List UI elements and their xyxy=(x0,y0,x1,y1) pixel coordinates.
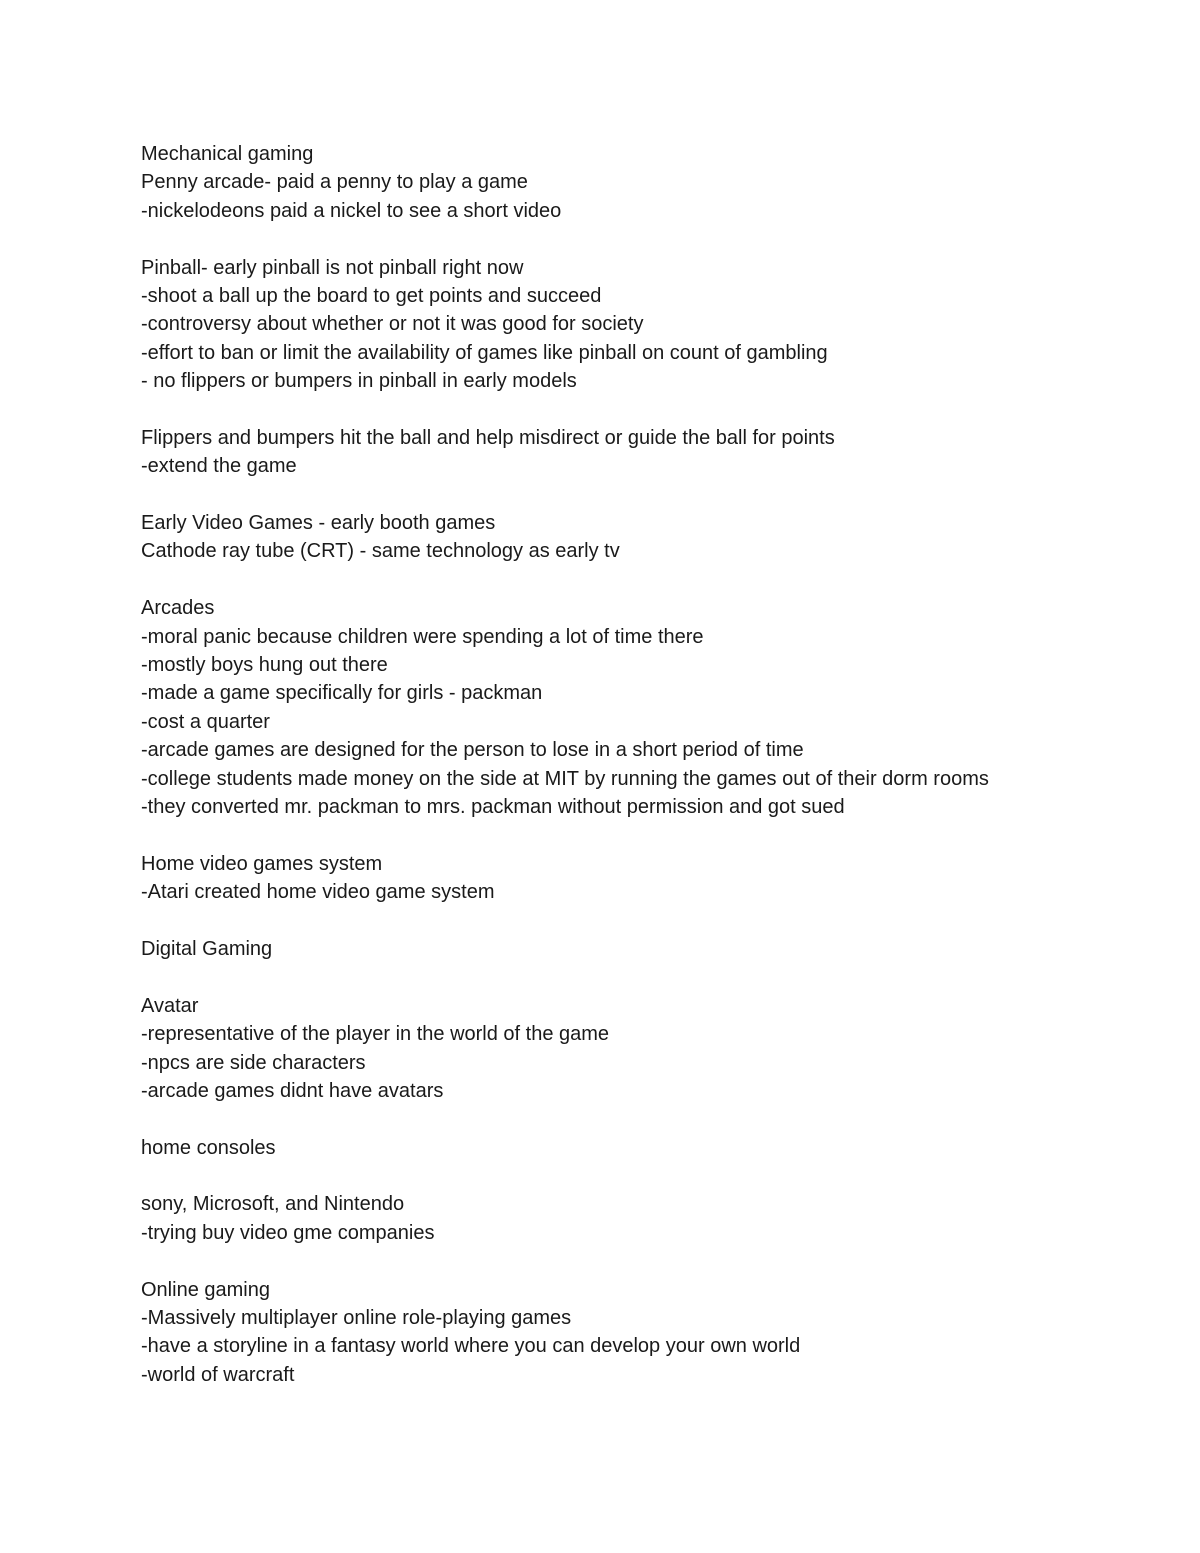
note-line: -trying buy video gme companies xyxy=(141,1221,435,1244)
note-line: -cost a quarter xyxy=(141,710,270,733)
note-line: -shoot a ball up the board to get points and succeed xyxy=(141,284,602,307)
note-section xyxy=(141,850,1141,907)
section-heading-line: sony, Microsoft, and Nintendo xyxy=(141,1193,405,1216)
note-line: -they converted mr. packman to mrs. packman without permission and got sued xyxy=(141,795,845,818)
note-section xyxy=(141,1134,1141,1162)
note-line: -arcade games are designed for the person to lose in a short period of time xyxy=(141,739,804,762)
note-line: -arcade games didnt have avatars xyxy=(141,1079,444,1102)
note-line: -npcs are side characters xyxy=(141,1051,366,1074)
blank-line xyxy=(141,1247,1141,1275)
note-section xyxy=(141,424,1141,481)
section-heading-line: Flippers and bumpers hit the ball and help misdirect or guide the ball for points xyxy=(141,426,835,449)
section-heading-line: Arcades xyxy=(141,597,215,620)
note-section xyxy=(141,1276,1141,1390)
section-heading-line: home consoles xyxy=(141,1136,276,1159)
section-heading-line: Pinball- early pinball is not pinball right now xyxy=(141,256,524,279)
note-section xyxy=(141,1190,1141,1247)
section-heading-line: Home video games system xyxy=(141,852,383,875)
note-line: -representative of the player in the world of the game xyxy=(141,1023,610,1046)
note-line: -mostly boys hung out there xyxy=(141,654,388,677)
note-line: -world of warcraft xyxy=(141,1363,295,1386)
blank-line xyxy=(141,1105,1141,1133)
section-heading-line: Online gaming xyxy=(141,1278,270,1301)
note-line: -controversy about whether or not it was good for society xyxy=(141,313,644,336)
note-section xyxy=(141,254,1141,396)
section-heading-line: Avatar xyxy=(141,994,199,1017)
note-line: -Massively multiplayer online role-playing games xyxy=(141,1307,572,1330)
note-line: -effort to ban or limit the availability of games like pinball on count of gambling xyxy=(141,341,828,364)
section-heading-line: Early Video Games - early booth games xyxy=(141,512,496,535)
blank-line xyxy=(141,566,1141,594)
note-line: -extend the game xyxy=(141,455,297,478)
section-heading-line: Mechanical gaming xyxy=(141,143,314,165)
blank-line xyxy=(141,225,1141,253)
note-section xyxy=(141,140,1141,225)
note-section xyxy=(141,935,1141,963)
note-line: -moral panic because children were spending a lot of time there xyxy=(141,625,704,648)
blank-line xyxy=(141,821,1141,849)
blank-line xyxy=(141,396,1141,424)
document-body xyxy=(141,140,1141,1389)
blank-line xyxy=(141,481,1141,509)
blank-line xyxy=(141,907,1141,935)
note-line: -Atari created home video game system xyxy=(141,881,495,904)
note-line: -have a storyline in a fantasy world where you can develop your own world xyxy=(141,1335,801,1358)
note-line: Penny arcade- paid a penny to play a game xyxy=(141,171,528,194)
note-line: -nickelodeons paid a nickel to see a short video xyxy=(141,199,562,222)
note-line: -made a game specifically for girls - packman xyxy=(141,682,543,705)
note-line: -college students made money on the side at MIT by running the games out of their dorm rooms xyxy=(141,767,989,790)
note-line: Cathode ray tube (CRT) - same technology as early tv xyxy=(141,540,620,563)
note-section xyxy=(141,509,1141,566)
blank-line xyxy=(141,963,1141,991)
section-heading-line: Digital Gaming xyxy=(141,937,273,960)
blank-line xyxy=(141,1162,1141,1190)
note-line: - no flippers or bumpers in pinball in early models xyxy=(141,370,577,393)
note-section xyxy=(141,992,1141,1106)
note-section xyxy=(141,594,1141,821)
